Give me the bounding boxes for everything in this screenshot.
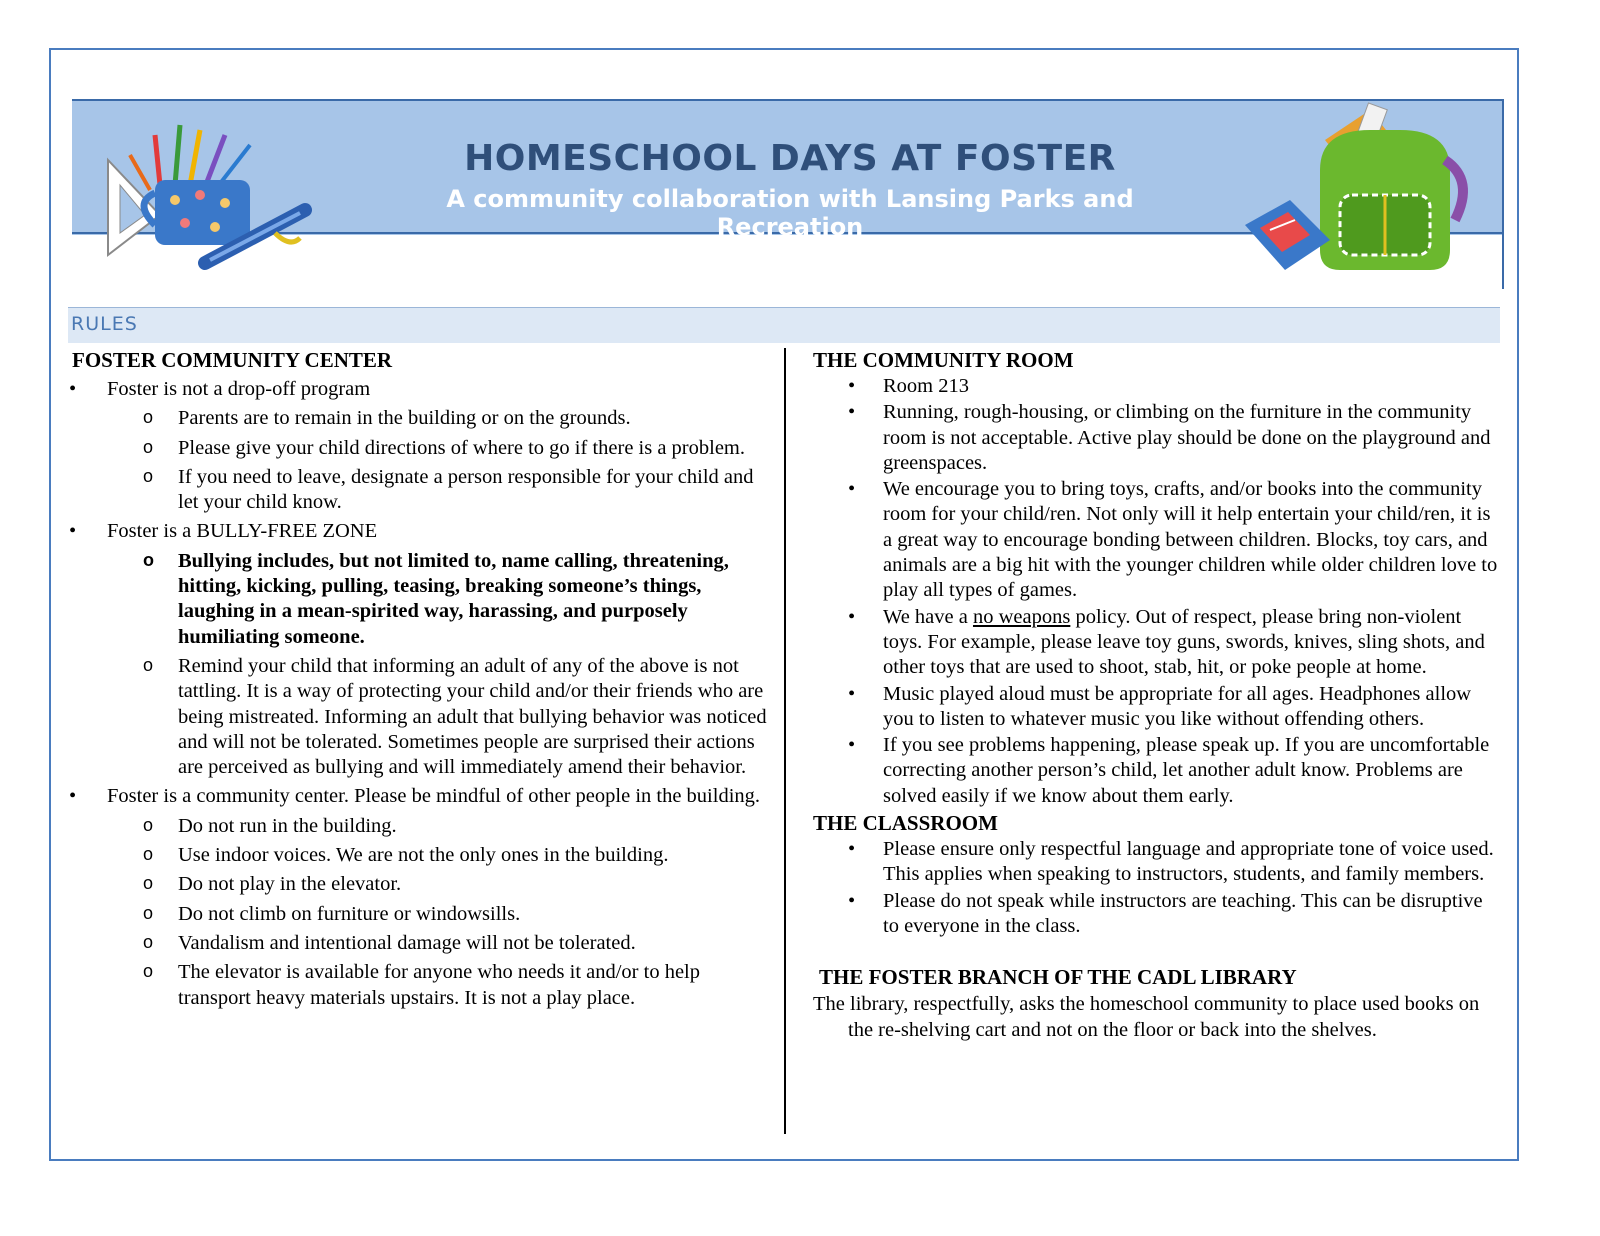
rules-list — [72, 377, 772, 1011]
library-text: The library, respectfully, asks the homeschool community to place used books on the re-shelving cart and not on the floor or back into the shelves. — [813, 993, 1480, 1041]
classroom-heading: THE CLASSROOM — [813, 811, 998, 836]
list-item: o Remind your child that informing an adult of any of the above is not tattling. It is a way of protecting your child and/or their friends who are being mistreated. Informing an adult that bullying behavior was noticed and will not be tolerated. Sometimes people are surprised their actions are perceived as bullying and will immediately amend their behavior. — [72, 654, 772, 780]
list-item: • We encourage you to bring toys, crafts, and/or books into the community room for your child/ren. Not only will it help entertain your child/ren, it is a great way to encourage bonding between children. Blocks, toy cars, and animals are a big hit with the younger children while older children love to play all types of games. — [813, 477, 1503, 603]
column-divider — [784, 348, 786, 1134]
weapons-text-pre: We have a — [883, 605, 973, 628]
list-item: • If you see problems happening, please speak up. If you are uncomfortable correcting another person’s child, let another adult know. Problems are solved easily if we know about them early. — [813, 733, 1503, 809]
art-supplies-illustration — [100, 115, 330, 275]
list-item: • Music played aloud must be appropriate for all ages. Headphones allow you to listen to whatever music you like without offending others. — [813, 682, 1503, 733]
list-item: o Bullying includes, but not limited to, name calling, threatening, hitting, kicking, pulling, teasing, breaking someone’s things, laughing in a mean-spirited way, harassing, and purposely humiliating someone. — [72, 549, 772, 650]
community-room-list — [813, 374, 1503, 809]
community-room-heading: THE COMMUNITY ROOM — [813, 348, 1074, 372]
list-item: • Please do not speak while instructors are teaching. This can be disruptive to everyone in the class. — [813, 889, 1503, 940]
classroom-list — [813, 837, 1503, 939]
list-item: o Do not play in the elevator. — [72, 872, 772, 897]
foster-community-center-heading: FOSTER COMMUNITY CENTER — [72, 348, 393, 372]
left-column — [72, 348, 772, 1011]
no-weapons-link[interactable]: no weapons — [972, 605, 1071, 628]
list-item: o Please give your child directions of where to go if there is a problem. — [72, 436, 772, 461]
list-item: • Foster is not a drop-off program — [72, 377, 772, 402]
list-item: o If you need to leave, designate a person responsible for your child and let your child know. — [72, 465, 772, 516]
list-item: o Use indoor voices. We are not the only ones in the building. — [72, 843, 772, 868]
library-heading: THE FOSTER BRANCH OF THE CADL LIBRARY — [819, 965, 1297, 990]
list-item: • Room 213 — [813, 374, 1503, 399]
rules-section-bar — [68, 307, 1500, 343]
banner-edge — [1502, 99, 1504, 289]
list-item: o The elevator is available for anyone who needs it and/or to help transport heavy materials upstairs. It is not a play place. — [72, 960, 772, 1011]
list-item: o Do not climb on furniture or windowsills. — [72, 902, 772, 927]
right-column — [813, 348, 1503, 1043]
list-item: o Parents are to remain in the building or on the grounds. — [72, 406, 772, 431]
list-item: • Running, rough-housing, or climbing on the furniture in the community room is not acceptable. Active play should be done on the playground and greenspaces. — [813, 400, 1503, 476]
list-item: • Foster is a BULLY-FREE ZONE — [72, 519, 772, 544]
rules-label: RULES — [71, 313, 138, 335]
weapons-policy-item — [813, 605, 1503, 681]
backpack-illustration — [1240, 100, 1480, 280]
page-title: HOMESCHOOL DAYS AT FOSTER — [464, 138, 1116, 179]
weapons-text-post: policy. Out of respect, please bring non-violent toys. For example, please leave toy guns, swords, knives, sling shots, and other toys that are used to shoot, stab, hit, or poke people at home. — [883, 605, 1485, 679]
list-item: • Please ensure only respectful language and appropriate tone of voice used. This applies when speaking to instructors, students, and family members. — [813, 837, 1503, 888]
list-item: o Vandalism and intentional damage will not be tolerated. — [72, 931, 772, 956]
page-subtitle: A community collaboration with Lansing Parks and Recreation — [446, 185, 1134, 241]
list-item: o Do not run in the building. — [72, 814, 772, 839]
list-item: • Foster is a community center. Please be mindful of other people in the building. — [72, 784, 772, 809]
